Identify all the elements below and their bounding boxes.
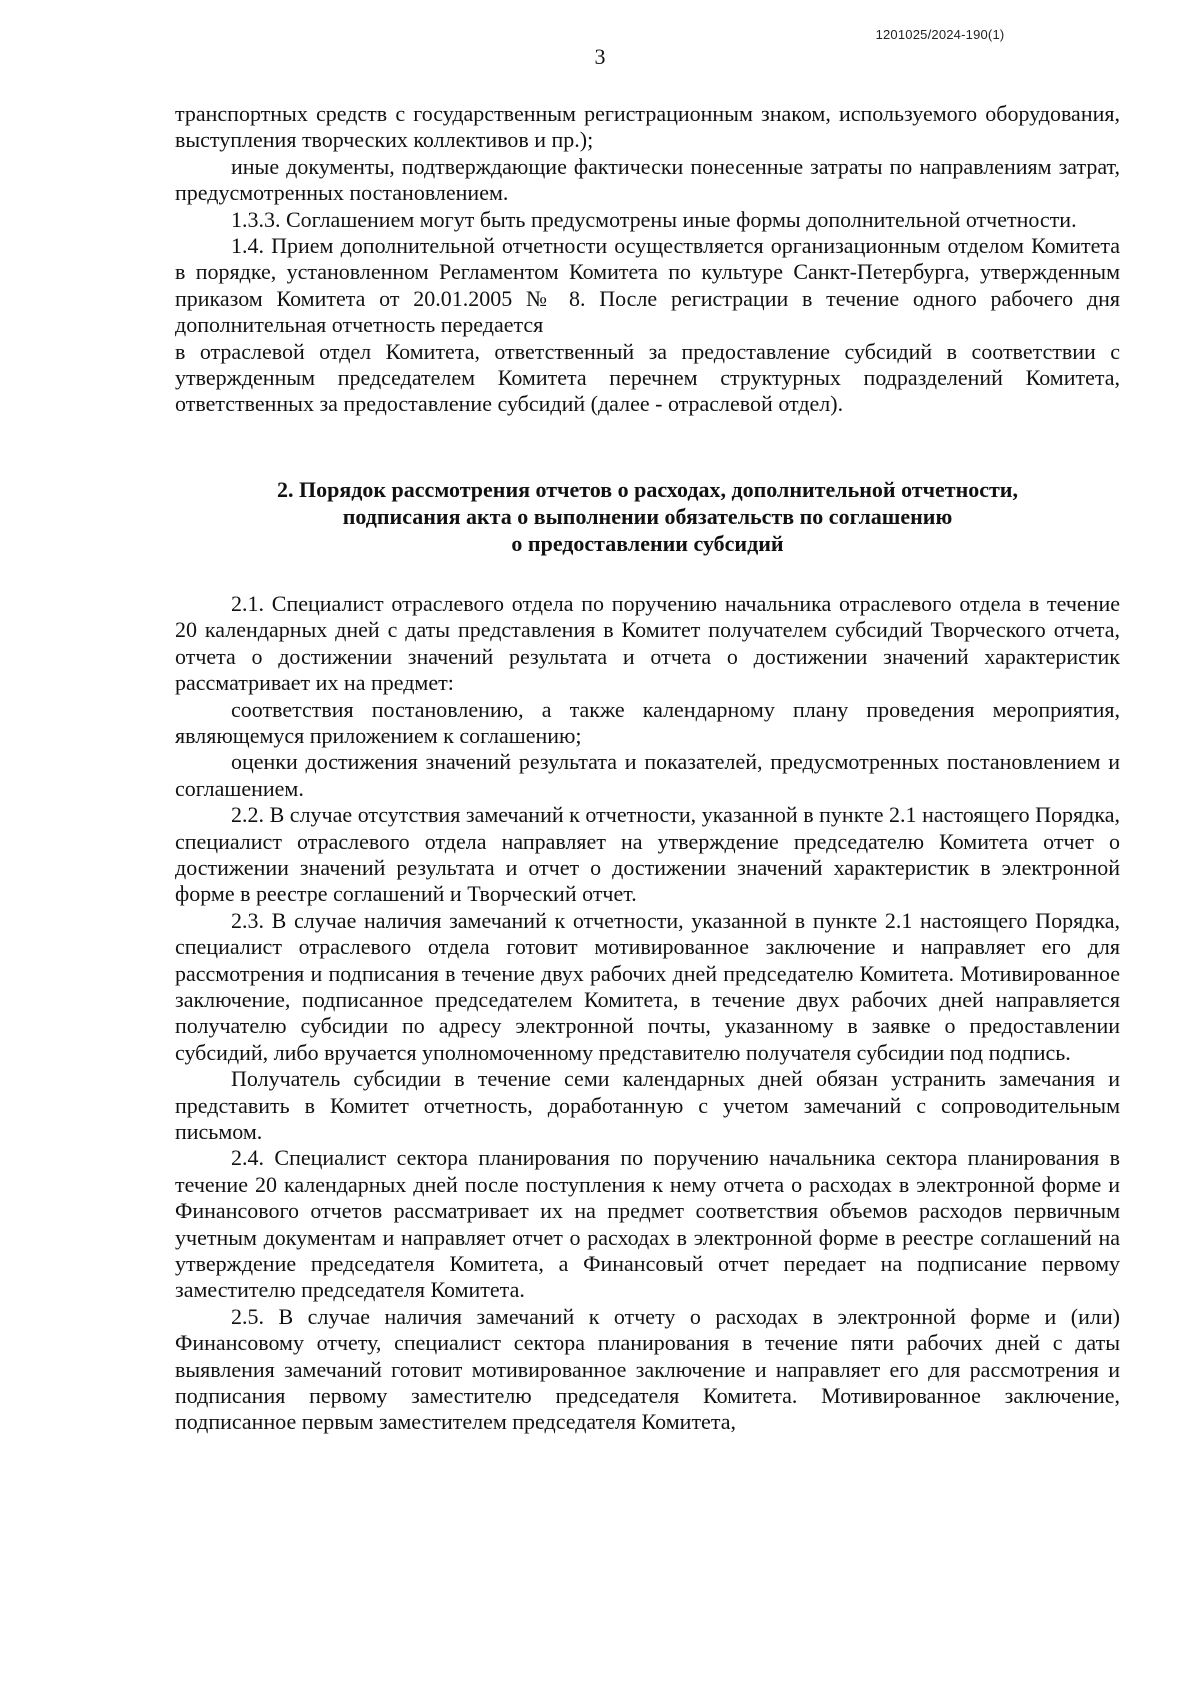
paragraph-1-4-continuation: в отраслевой отдел Комитета, ответственный за предоставление субсидий в соответствии с утвержденным председателем Комитета перечнем структурных подразделений Комитета, ответственных за предоставление субсидий (далее - отраслевой отдел). (175, 338, 1120, 417)
paragraph-assessment: оценки достижения значений результата и показателей, предусмотренных постановлением и соглашением. (175, 749, 1120, 801)
section-heading-line: подписания акта о выполнении обязательств по соглашению (342, 503, 953, 529)
page-number: 3 (594, 44, 606, 69)
paragraph-2-4: 2.4. Специалист сектора планирования по поручению начальника сектора планирования в течение 20 календарных дней после поступления к нему отчета о расходах в электронной форме и Финансового отчетов рассматривает их на предмет соответствия объемов расходов первичным учетным документам и направляет отчет о расходах в электронной форме в реестре соглашений на утверждение председателя Комитета, а Финансовый отчет передает на подписание первому заместителю председателя Комитета. (175, 1145, 1120, 1303)
paragraph-2-5: 2.5. В случае наличия замечаний к отчету о расходах в электронной форме и (или) Финансовому отчету, специалист сектора планирования в течение пяти рабочих дней с даты выявления замечаний готовит мотивированное заключение и направляет его для рассмотрения и подписания первому заместителю председателя Комитета. Мотивированное заключение, подписанное первым заместителем председателя Комитета, (175, 1303, 1120, 1435)
section-heading-line: 2. Порядок рассмотрения отчетов о расходах, дополнительной отчетности, (277, 476, 1018, 502)
paragraph-2-1: 2.1. Специалист отраслевого отдела по поручению начальника отраслевого отдела в течение 20 календарных дней с даты представления в Комитет получателем субсидий Творческого отчета, отчета о достижении значений результата и отчета о достижении значений характеристик рассматривает их на предмет: (175, 590, 1120, 696)
paragraph-recipient-obligation: Получатель субсидии в течение семи календарных дней обязан устранить замечания и представить в Комитет отчетность, доработанную с учетом замечаний с сопроводительным письмом. (175, 1066, 1120, 1144)
paragraph-other-documents: иные документы, подтверждающие фактически понесенные затраты по направлениям затрат, предусмотренных постановлением. (175, 153, 1120, 206)
paragraph-1-3-3: 1.3.3. Соглашением могут быть предусмотрены иные формы дополнительной отчетности. (231, 206, 1077, 232)
paragraph-continuation: транспортных средств с государственным регистрационным знаком, используемого оборудования, выступления творческих коллективов и пр.); (175, 101, 1120, 153)
paragraph-1-4: 1.4. Прием дополнительной отчетности осуществляется организационным отделом Комитета в порядке, установленном Регламентом Комитета по культуре Санкт-Петербурга, утвержденным приказом Комитета от 20.01.2005 № 8. После регистрации в течение одного рабочего дня дополнительная отчетность передается (175, 233, 1120, 338)
paragraph-2-3: 2.3. В случае наличия замечаний к отчетности, указанной в пункте 2.1 настоящего Порядка, специалист отраслевого отдела готовит мотивированное заключение и направляет его для рассмотрения и подписания в течение двух рабочих дней председателю Комитета. Мотивированное заключение, подписанное председателем Комитета, в течение двух рабочих дней направляется получателю субсидии по адресу электронной почты, указанному в заявке о предоставлении субсидий, либо вручается уполномоченному представителю получателя субсидии под подпись. (175, 907, 1120, 1065)
document-id: 1201025/2024-190(1) (875, 27, 1005, 42)
section-heading (175, 476, 1120, 557)
document-body (175, 101, 1120, 1436)
paragraph-2-2: 2.2. В случае отсутствия замечаний к отчетности, указанной в пункте 2.1 настоящего Порядка, специалист отраслевого отдела направляет на утверждение председателю Комитета отчет о достижении значений результата и отчет о достижении значений характеристик в электронной форме в реестре соглашений и Творческий отчет. (175, 802, 1120, 907)
section-heading-line: о предоставлении субсидий (511, 530, 784, 556)
paragraph-compliance: соответствия постановлению, а также календарному плану проведения мероприятия, являющемуся приложением к соглашению; (175, 696, 1120, 748)
